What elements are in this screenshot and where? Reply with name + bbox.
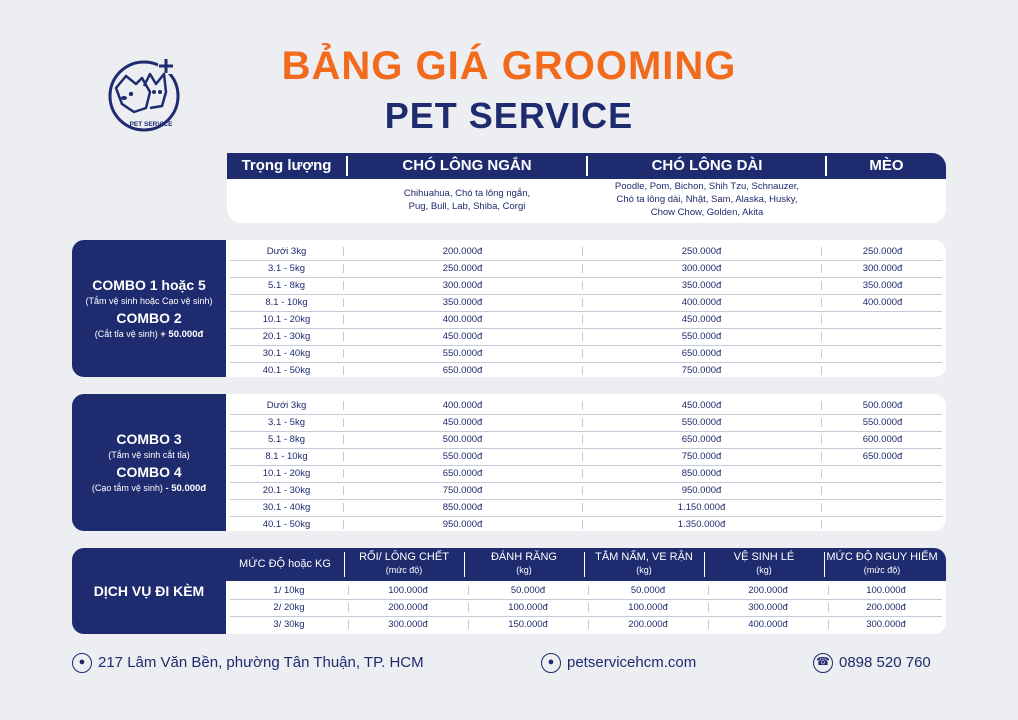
footer-address <box>72 652 424 674</box>
divider <box>821 247 822 256</box>
price-cell: 100.000đ <box>866 585 906 596</box>
table-row <box>230 482 942 500</box>
price-cell: 650.000đ <box>862 451 903 462</box>
price-cell: 200.000đ <box>388 602 428 613</box>
divider <box>343 418 344 427</box>
divider <box>828 620 829 629</box>
divider <box>821 452 822 461</box>
weight-cell: 3.1 - 5kg <box>268 417 305 428</box>
price-cell: 300.000đ <box>748 602 788 613</box>
price-cell: 250.000đ <box>442 263 483 274</box>
price-cell: 400.000đ <box>862 297 903 308</box>
price-cell: 550.000đ <box>442 451 483 462</box>
divider <box>343 247 344 256</box>
divider <box>821 435 822 444</box>
level-cell: 1/ 10kg <box>273 585 305 596</box>
price-cell <box>821 362 944 379</box>
combo-4-title: COMBO 4 <box>116 464 182 480</box>
weight-cell: Dưới 3kg <box>266 400 307 411</box>
price-cell: 750.000đ <box>442 485 483 496</box>
logo-text: PET SERVICE <box>129 121 173 128</box>
service-header-label: VỆ SINH LÉ <box>733 551 795 563</box>
footer-phone[interactable] <box>813 652 931 674</box>
long-hair-breeds <box>588 180 826 219</box>
divider <box>582 298 583 307</box>
divider <box>582 315 583 324</box>
page-title: BẢNG GIÁ GROOMING <box>281 44 737 88</box>
table-row <box>230 311 942 329</box>
divider <box>821 315 822 324</box>
weight-cell: 40.1 - 50kg <box>262 365 311 376</box>
price-cell: 300.000đ <box>442 280 483 291</box>
price-cell: 550.000đ <box>442 348 483 359</box>
divider <box>828 586 829 595</box>
divider <box>582 452 583 461</box>
weight-cell: 20.1 - 30kg <box>262 331 311 342</box>
price-cell: 400.000đ <box>442 400 483 411</box>
breed-notes <box>227 179 946 223</box>
divider <box>708 603 709 612</box>
weight-cell: 40.1 - 50kg <box>262 519 311 530</box>
divider <box>821 332 822 341</box>
price-cell: 250.000đ <box>862 246 903 257</box>
price-cell: 650.000đ <box>442 365 483 376</box>
service-column-header <box>824 551 940 581</box>
col-short-hair-dog: CHÓ LÔNG NGẮN <box>402 157 532 174</box>
price-cell: 350.000đ <box>442 297 483 308</box>
divider <box>343 332 344 341</box>
divider <box>582 401 583 410</box>
combo-4-desc <box>72 483 226 494</box>
divider <box>821 366 822 375</box>
price-cell: 350.000đ <box>681 280 722 291</box>
combo-1-desc: (Tắm vệ sinh hoặc Cạo vệ sinh) <box>85 296 213 306</box>
weight-cell: 30.1 - 40kg <box>262 348 311 359</box>
divider <box>821 418 822 427</box>
divider <box>708 586 709 595</box>
divider <box>582 349 583 358</box>
price-cell <box>821 328 944 345</box>
price-cell: 450.000đ <box>442 331 483 342</box>
table-row <box>230 448 942 466</box>
service-header-label: MỨC ĐỘ hoặc KG <box>239 558 331 570</box>
combo-2-desc-text: (Cắt tỉa vệ sinh) <box>94 329 158 339</box>
divider <box>582 264 583 273</box>
website-link[interactable]: petservicehcm.com <box>567 654 697 671</box>
weight-cell: 8.1 - 10kg <box>265 297 308 308</box>
price-cell: 100.000đ <box>628 602 668 613</box>
col-long-hair-dog: CHÓ LÔNG DÀI <box>651 157 763 174</box>
service-header-unit: (kg) <box>636 565 652 575</box>
table-row <box>230 582 942 600</box>
weight-cell: 5.1 - 8kg <box>268 434 305 445</box>
phone-icon: ☎ <box>813 653 833 673</box>
service-header-unit: (mức độ) <box>385 565 423 575</box>
footer-website[interactable] <box>541 652 696 674</box>
divider <box>343 264 344 273</box>
weight-cell: 20.1 - 30kg <box>262 485 311 496</box>
table-row <box>230 616 942 633</box>
weight-cell: 3.1 - 5kg <box>268 263 305 274</box>
price-cell: 1.350.000đ <box>677 519 726 530</box>
service-header-label: ĐÁNH RĂNG <box>490 551 557 563</box>
breed-line: Chow Chow, Golden, Akita <box>650 207 764 218</box>
price-cell: 950.000đ <box>681 485 722 496</box>
service-column-header <box>226 551 344 581</box>
extra-services-table <box>226 548 946 634</box>
divider <box>582 366 583 375</box>
divider <box>582 435 583 444</box>
price-cell: 400.000đ <box>442 314 483 325</box>
combo-3-4-block <box>72 394 946 531</box>
header-bar <box>227 153 946 179</box>
divider <box>343 401 344 410</box>
price-cell: 400.000đ <box>748 619 788 630</box>
divider <box>828 603 829 612</box>
price-cell: 650.000đ <box>442 468 483 479</box>
price-cell: 1.150.000đ <box>677 502 726 513</box>
weight-cell: 10.1 - 20kg <box>262 314 311 325</box>
weight-cell: 8.1 - 10kg <box>265 451 308 462</box>
divider <box>582 247 583 256</box>
price-cell <box>821 482 944 499</box>
divider <box>343 298 344 307</box>
table-row <box>230 328 942 346</box>
divider <box>824 552 825 577</box>
price-cell <box>821 311 944 328</box>
price-cell: 100.000đ <box>508 602 548 613</box>
divider <box>343 315 344 324</box>
divider <box>582 332 583 341</box>
divider <box>348 586 349 595</box>
divider <box>582 418 583 427</box>
level-cell: 3/ 30kg <box>273 619 305 630</box>
divider <box>582 469 583 478</box>
table-row <box>230 599 942 617</box>
price-cell: 850.000đ <box>681 468 722 479</box>
price-cell: 450.000đ <box>681 400 722 411</box>
price-cell: 550.000đ <box>862 417 903 428</box>
table-row <box>230 465 942 483</box>
divider <box>821 281 822 290</box>
location-pin-icon: ● <box>72 653 92 673</box>
price-cell: 350.000đ <box>862 280 903 291</box>
combo-4-desc-text: (Cạo tắm vệ sinh) <box>91 483 163 493</box>
combo-3-desc: (Tắm vệ sinh cắt tỉa) <box>108 450 190 460</box>
divider <box>821 264 822 273</box>
table-row <box>230 431 942 449</box>
combo-3-4-label <box>72 394 226 531</box>
divider <box>588 586 589 595</box>
table-row <box>230 345 942 363</box>
divider <box>821 469 822 478</box>
divider <box>821 520 822 529</box>
price-cell: 50.000đ <box>510 585 546 596</box>
price-cell: 450.000đ <box>442 417 483 428</box>
combo-3-title: COMBO 3 <box>116 431 182 447</box>
divider <box>821 349 822 358</box>
table-row <box>230 243 942 261</box>
combo-2-surcharge: + 50.000đ <box>160 329 204 340</box>
table-row <box>230 362 942 379</box>
divider <box>821 486 822 495</box>
service-column-header <box>584 551 704 581</box>
combo-1-title: COMBO 1 hoặc 5 <box>92 277 206 293</box>
price-cell: 200.000đ <box>748 585 788 596</box>
divider <box>588 603 589 612</box>
divider <box>468 620 469 629</box>
divider <box>584 552 585 577</box>
price-cell: 400.000đ <box>681 297 722 308</box>
price-cell: 750.000đ <box>681 365 722 376</box>
divider <box>704 552 705 577</box>
divider <box>348 620 349 629</box>
combo-3-4-table <box>226 394 946 531</box>
table-row <box>230 397 942 415</box>
breed-line: Poodle, Pom, Bichon, Shih Tzu, Schnauzer, <box>614 181 800 192</box>
price-cell: 500.000đ <box>862 400 903 411</box>
price-cell: 300.000đ <box>866 619 906 630</box>
price-cell: 150.000đ <box>508 619 548 630</box>
price-cell: 600.000đ <box>862 434 903 445</box>
divider <box>582 486 583 495</box>
price-cell: 300.000đ <box>862 263 903 274</box>
divider <box>582 520 583 529</box>
col-cat: MÈO <box>869 157 904 174</box>
combo-1-2-block <box>72 240 946 377</box>
divider <box>588 620 589 629</box>
short-hair-breeds <box>348 187 586 213</box>
service-header-label: TẮM NẤM, VE RẬN <box>595 551 693 563</box>
globe-icon: ● <box>541 653 561 673</box>
table-row <box>230 277 942 295</box>
breed-line: Chó ta lông dài, Nhật, Sam, Alaska, Husky, <box>616 194 798 205</box>
combo-2-title: COMBO 2 <box>116 310 182 326</box>
combo-1-2-table <box>226 240 946 377</box>
divider <box>343 435 344 444</box>
breed-line: Chihuahua, Chó ta lông ngắn, <box>403 188 531 199</box>
address-text: 217 Lâm Văn Bền, phường Tân Thuận, TP. HCM <box>98 654 424 671</box>
price-cell: 550.000đ <box>681 417 722 428</box>
divider <box>343 281 344 290</box>
price-cell <box>821 499 944 516</box>
service-header-label: RỐI/ LÔNG CHẾT <box>359 551 449 563</box>
price-cell: 650.000đ <box>681 348 722 359</box>
price-cell: 300.000đ <box>681 263 722 274</box>
divider <box>821 298 822 307</box>
price-table-header <box>227 153 946 223</box>
extra-services-title: DỊCH VỤ ĐI KÈM <box>93 583 205 599</box>
price-cell: 500.000đ <box>442 434 483 445</box>
divider <box>468 603 469 612</box>
divider <box>821 401 822 410</box>
table-row <box>230 516 942 533</box>
price-cell: 300.000đ <box>388 619 428 630</box>
divider <box>343 349 344 358</box>
combo-1-2-label <box>72 240 226 377</box>
divider <box>468 586 469 595</box>
price-cell <box>821 345 944 362</box>
divider <box>464 552 465 577</box>
weight-cell: 30.1 - 40kg <box>262 502 311 513</box>
extra-services-label <box>72 548 226 634</box>
price-cell: 650.000đ <box>681 434 722 445</box>
divider <box>343 366 344 375</box>
price-cell: 200.000đ <box>866 602 906 613</box>
divider <box>343 469 344 478</box>
weight-cell: 5.1 - 8kg <box>268 280 305 291</box>
price-cell: 250.000đ <box>681 246 722 257</box>
service-header-label: MỨC ĐỘ NGUY HIỂM <box>826 551 938 563</box>
price-cell: 450.000đ <box>681 314 722 325</box>
page-subtitle: PET SERVICE <box>384 95 634 136</box>
phone-number[interactable]: 0898 520 760 <box>839 654 931 671</box>
combo-2-desc <box>72 329 226 340</box>
divider <box>582 281 583 290</box>
level-cell: 2/ 20kg <box>273 602 305 613</box>
divider <box>343 520 344 529</box>
table-row <box>230 260 942 278</box>
divider <box>343 486 344 495</box>
price-cell: 50.000đ <box>630 585 666 596</box>
service-column-header <box>704 551 824 581</box>
divider <box>582 503 583 512</box>
divider <box>343 452 344 461</box>
price-cell: 200.000đ <box>628 619 668 630</box>
table-row <box>230 499 942 517</box>
service-column-header <box>464 551 584 581</box>
services-header-bar <box>226 548 946 581</box>
price-cell: 100.000đ <box>388 585 428 596</box>
weight-cell: Dưới 3kg <box>266 246 307 257</box>
divider <box>348 603 349 612</box>
price-cell <box>821 465 944 482</box>
price-cell: 950.000đ <box>442 519 483 530</box>
divider <box>708 620 709 629</box>
divider <box>821 503 822 512</box>
service-header-unit: (kg) <box>516 565 532 575</box>
extra-services-block <box>72 548 946 634</box>
combo-4-discount: - 50.000đ <box>165 483 207 494</box>
divider <box>343 503 344 512</box>
price-cell <box>821 516 944 533</box>
price-cell: 550.000đ <box>681 331 722 342</box>
price-cell: 200.000đ <box>442 246 483 257</box>
weight-cell: 10.1 - 20kg <box>262 468 311 479</box>
service-column-header <box>344 551 464 581</box>
breed-line: Pug, Bull, Lab, Shiba, Corgi <box>408 201 526 212</box>
price-cell: 750.000đ <box>681 451 722 462</box>
table-row <box>230 414 942 432</box>
table-row <box>230 294 942 312</box>
service-header-unit: (kg) <box>756 565 772 575</box>
price-cell: 850.000đ <box>442 502 483 513</box>
col-weight: Trọng lượng <box>241 157 332 174</box>
service-header-unit: (mức độ) <box>863 565 901 575</box>
divider <box>344 552 345 577</box>
